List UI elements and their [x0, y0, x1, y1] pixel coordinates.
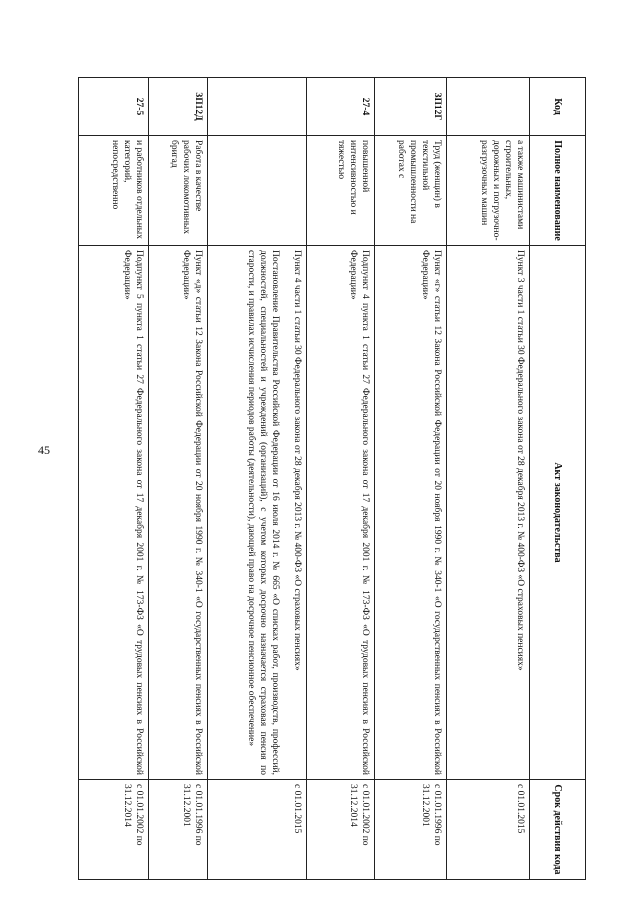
row-name: Труд (женщин) в текстильной промышленности на работах с — [374, 136, 446, 246]
row-code — [446, 78, 529, 136]
row-code: ЗП12Г — [374, 78, 446, 136]
act-text: Постановление Правительства Российской Федерации от 16 июля 2014 г. № 665 «О списках работ, производств, профессий, должностей, специальностей и учреждений (организаций), с учетом которых досрочно назначается страховая пенсия по старости, и правилах исчисления периодов работы (деятельности), дающей право на досрочное пенсионное обеспечение» — [246, 250, 281, 775]
header-name: Полное наименование — [530, 136, 586, 246]
row-act — [208, 246, 307, 780]
act-text: Пункт «д» статьи 12 Закона Российской Федерации от 20 ноября 1990 г. № 340-1 «О государственных пенсиях в Российской Федерации» — [181, 250, 204, 775]
header-code: Код — [530, 78, 586, 136]
page-number: 45 — [38, 443, 50, 457]
table-row — [374, 78, 446, 880]
row-act — [307, 246, 375, 780]
row-term: с 01.01.1996 по 31.12.2001 — [148, 780, 208, 880]
row-act — [446, 246, 529, 780]
row-term: с 01.01.2015 — [208, 780, 307, 880]
row-act — [79, 246, 149, 780]
table-row — [148, 78, 208, 880]
row-code: ЗП12Д — [148, 78, 208, 136]
row-name: Работа в качестве рабочих локомотивных бригад — [148, 136, 208, 246]
table-row — [307, 78, 375, 880]
act-text: Подпункт 5 пункта 1 статьи 27 Федерального закона от 17 декабря 2001 г. № 173-ФЗ «О трудовых пенсиях в Российской Федерации» — [121, 250, 144, 775]
row-name: а также машинистами строительных, дорожных и погрузочно-разгрузочных машин — [446, 136, 529, 246]
table-header-row — [530, 78, 586, 880]
header-act: Акт законодательства — [530, 246, 586, 780]
act-text: Подпункт 4 пункта 1 статьи 27 Федерального закона от 17 декабря 2001 г. № 173-ФЗ «О трудовых пенсиях в Российской Федерации» — [347, 250, 370, 775]
row-code: 27-4 — [307, 78, 375, 136]
row-code — [208, 78, 307, 136]
row-act — [374, 246, 446, 780]
row-name: и работников отдельных категорий, непосредственно — [79, 136, 149, 246]
act-text: Пункт 4 части 1 статьи 30 Федерального закона от 28 декабря 2013 г. № 400-ФЗ «О страховых пенсиях» — [292, 250, 303, 671]
table-row — [79, 78, 149, 880]
codes-table — [78, 77, 586, 880]
row-term: с 01.01.2002 по 31.12.2014 — [307, 780, 375, 880]
act-text: Пункт «г» статьи 12 Закона Российской Федерации от 20 ноября 1990 г. № 340-1 «О государственных пенсиях в Российской Федерации» — [419, 250, 442, 775]
row-term: с 01.01.2002 по 31.12.2014 — [79, 780, 149, 880]
header-term: Срок действия кода — [530, 780, 586, 880]
row-name: повышенной интенсивностью и тяжестью — [307, 136, 375, 246]
row-term: с 01.01.2015 — [446, 780, 529, 880]
row-code: 27-5 — [79, 78, 149, 136]
row-name — [208, 136, 307, 246]
row-term: с 01.01.1996 по 31.12.2001 — [374, 780, 446, 880]
table-row — [446, 78, 529, 880]
act-text: Пункт 3 части 1 статьи 30 Федерального закона от 28 декабря 2013 г. № 400-ФЗ «О страховых пенсиях» — [515, 250, 525, 671]
table-row — [208, 78, 307, 880]
row-act — [148, 246, 208, 780]
